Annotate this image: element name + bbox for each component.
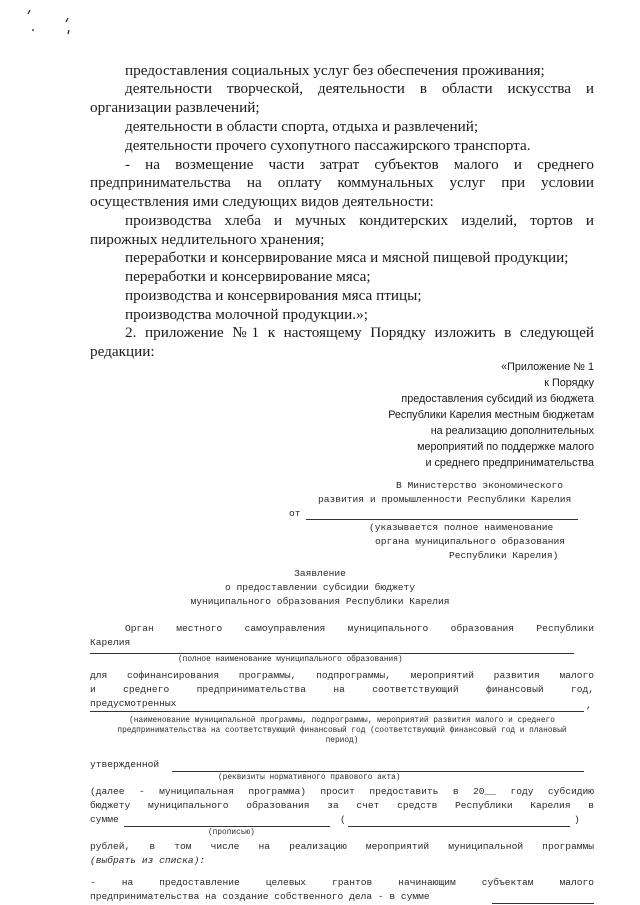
form-text: для софинансирования программы, подпрограммы, мероприятий развития малого: [90, 670, 594, 681]
program-field[interactable]: [90, 711, 584, 712]
addressee-line: В Министерство экономического: [396, 480, 563, 491]
form-text: Орган местного самоуправления муниципального образования Республики: [125, 623, 594, 634]
form-text: рублей, в том числе на реализацию мероприятий муниципальной программы: [90, 841, 594, 852]
text-line: 2. приложение №1 к настоящему Порядку изложить в следующей: [125, 324, 594, 341]
hint-text: (указывается полное наименование: [369, 522, 554, 533]
document-subtitle: муниципального образования Республики Карелия: [190, 596, 450, 607]
hint-text: период): [325, 737, 359, 745]
document-subtitle: о предоставлении субсидии бюджету: [225, 582, 415, 593]
from-label: от: [289, 508, 301, 519]
appendix-line: Республики Карелия местным бюджетам: [388, 409, 594, 421]
appendix-line: к Порядку: [544, 377, 594, 389]
hint-text: (реквизиты нормативного правового акта): [218, 774, 401, 782]
hint-text: предпринимательства на соответствующий финансовый год (соответствующий финансовый год и плановый: [117, 727, 567, 735]
appendix-line: мероприятий по поддержке малого: [417, 441, 594, 453]
hint-text: (прописью): [208, 829, 255, 837]
form-text: утвержденной: [90, 759, 160, 770]
text-line: организации развлечений;: [90, 99, 260, 116]
form-text: (далее - муниципальная программа) просит предоставить в 20__ году субсидию: [90, 786, 594, 797]
appendix-line: «Приложение № 1: [501, 361, 594, 373]
addressee-line: развития и промышленности Республики Карелия: [318, 494, 572, 505]
form-text: Карелия: [90, 637, 131, 648]
sum-digits-field[interactable]: [124, 826, 330, 827]
text-line: деятельности творческой, деятельности в области искусства и: [125, 80, 594, 97]
text-line: пирожных недлительного хранения;: [90, 231, 325, 248]
document-title: Заявление: [294, 568, 346, 579]
text-line: предоставления социальных услуг без обеспечения проживания;: [125, 62, 545, 79]
text-line: производства хлеба и мучных кондитерских изделий, тортов и: [125, 212, 594, 229]
text-line: переработки и консервирование мяса;: [125, 268, 371, 285]
form-text: - на предоставление целевых грантов начинающим субъектам малого: [90, 877, 594, 888]
appendix-line: на реализацию дополнительных: [430, 425, 594, 437]
text-line: производства молочной продукции.»;: [125, 306, 368, 323]
hint-text: (наименование муниципальной программы, подпрограммы, мероприятий развития малого и среднего: [129, 717, 555, 725]
appendix-line: предоставления субсидий из бюджета: [401, 393, 594, 405]
text-line: деятельности в области спорта, отдыха и развлечений;: [125, 118, 479, 135]
hint-text: Республики Карелия): [449, 550, 559, 561]
form-text: сумме: [90, 814, 119, 825]
act-field[interactable]: [172, 771, 584, 772]
text-line: редакции:: [90, 343, 155, 360]
from-field[interactable]: [306, 519, 578, 520]
text-line: - на возмещение части затрат субъектов малого и среднего: [125, 156, 594, 173]
text-line: предпринимательства на оплату коммунальных услуг при условии: [90, 174, 594, 191]
form-text: бюджету муниципального образования за счет средств Республики Карелия в: [90, 800, 594, 811]
hint-text: (полное наименование муниципального образования): [178, 656, 403, 664]
hint-text: органа муниципального образования: [375, 536, 565, 547]
paren-close: ): [574, 814, 580, 825]
form-text: предпринимательства на создание собственного дела - в сумме: [90, 891, 430, 902]
form-text: (выбрать из списка):: [90, 855, 206, 866]
text-line: осуществления ими следующих видов деятельности:: [90, 193, 434, 210]
text-line: производства и консервирования мяса птицы;: [125, 287, 422, 304]
text-line: переработки и консервирование мяса и мясной пищевой продукции;: [125, 249, 569, 266]
grant-sum-field[interactable]: [492, 903, 594, 904]
appendix-line: и среднего предпринимательства: [425, 457, 594, 469]
form-text: предусмотренных: [90, 698, 177, 709]
paren-open: (: [340, 814, 346, 825]
comma: ,: [586, 700, 592, 711]
text-line: деятельности прочего сухопутного пассажирского транспорта.: [125, 137, 531, 154]
form-text: и среднего предпринимательства на соответствующий финансовый год,: [90, 684, 594, 695]
municipality-field[interactable]: [90, 653, 574, 654]
sum-words-field[interactable]: [348, 826, 570, 827]
